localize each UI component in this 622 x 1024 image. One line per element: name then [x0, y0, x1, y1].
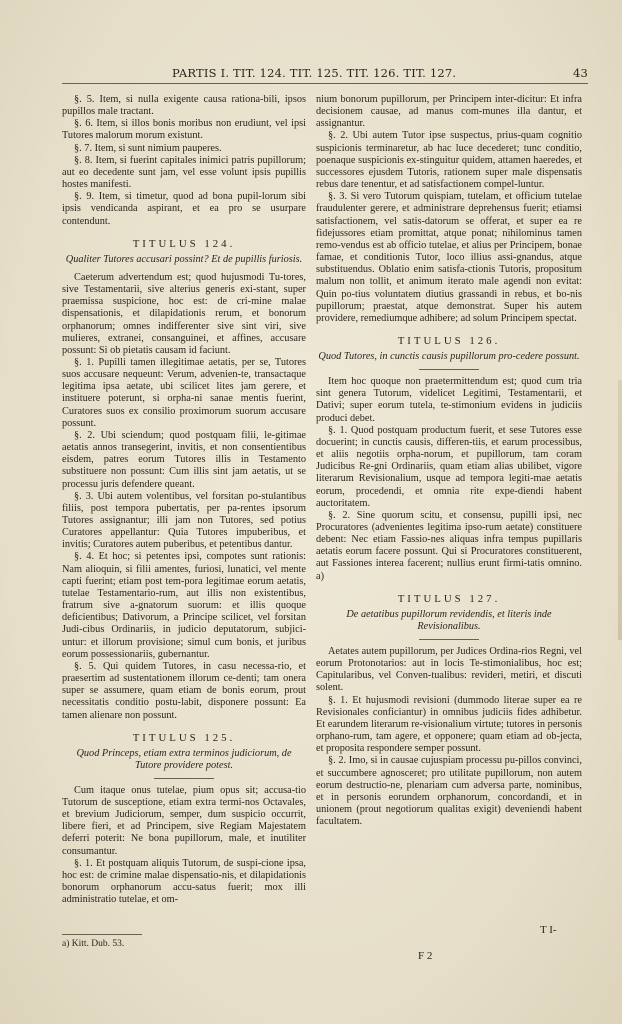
right-column	[316, 94, 582, 828]
paragraph: §. 4. Et hoc; si petentes ipsi, compotes sunt rationis: Nam alioquin, si filii amentes, furiosi, lunatici, vel mente capti fuerint; etiam post tem-pora legitimae eorum aetatis, tutelae Testamentario-rum, aut illis non existentibus, fratrum sive a-gnatorum suorum: et illis quoque deficientibus; Dativorum, a Principe scilicet, vel forsitan Judi-cibus Ordinariis, in judicio deputatorum, subjici-untur: et illorum provisione; simul cum bonis, et juribus eorum possessionariis, gubernantur.	[62, 551, 306, 660]
paragraph: §. 1. Quod postquam productum fuerit, et sese Tutores esse docuerint; in cunctis causis, differen-tiis, et earum processibus, et aliis negotiis orpha-norum, et pupillorum, tam coram Judicibus Re-gni Ordinariis, quam etiam alias ubilibet, vigore literarum Revisionalium, usque ad tempora legiti-mae aetatis eorum, procedendi, et omnia rite expe-diendi habent auctoritatem.	[316, 424, 582, 509]
paragraph: §. 2. Sine quorum scitu, et consensu, pupilli ipsi, nec Procuratores (advenientes legitima ipso-rum aetate) constituere debent: Nec etiam Fassio-nes aliquas infra tempus pupillaris aetatis eorum facere possunt. Qui si Procuratores constituerent, aut Fassiones interea facerent; nullius erunt firmi-tatis omnino. a)	[316, 509, 582, 582]
paragraph: Aetates autem pupillorum, per Judices Ordina-rios Regni, vel eorum Protonotarios: aut in locis Te-stimonialibus, hoc est; Capitularibus, vel Conven-tualibus: revideri, metiri, et discuti solent.	[316, 645, 582, 694]
page-edge-shadow	[618, 380, 622, 640]
title-heading: TITULUS 124.	[132, 237, 236, 250]
paragraph: §. 6. Item, si illos bonis moribus non erudiunt, vel ipsi Tutores malorum morum existunt.	[62, 118, 306, 142]
paragraph: §. 2. Ubi autem Tutor ipse suspectus, prius-quam cognitio suspicionis terminaretur, ab hac luce decederet; tunc conditio, poenaque suspicionis ex-stinguitur quidem, attamen haeredes, et successores ejusdem Tutoris, rationem super male dispensatis rebus dare tenentur, et ad satisfactionem compel-luntur.	[316, 130, 582, 191]
divider	[419, 369, 479, 370]
paragraph: Cum itaque onus tutelae, pium opus sit; accusa-tio Tutorum de susceptione, etiam extra termi-nos Octavales, et brevium Judiciorum, semper, dum suspicio occurrit, libere fieri, et ad Principem, sive Regiam Majestatem deferri poterit: Ne bona pupillorum, male, et inutiliter consumantur.	[62, 784, 306, 857]
running-head: PARTIS I. TIT. 124. TIT. 125. TIT. 126. TIT. 127.	[172, 66, 457, 80]
title-subheading: Quod Tutores, in cunctis causis pupillorum pro-cedere possunt.	[318, 351, 580, 363]
paragraph: §. 9. Item, si timetur, quod ad bona pupil-lorum sibi ipsis vendicanda aspirant, et ea pro se usurpare contendunt.	[62, 191, 306, 227]
divider	[419, 639, 479, 640]
footnote	[62, 934, 312, 949]
paragraph: §. 1. Et postquam aliquis Tutorum, de suspi-cione ipsa, hoc est: de crimine malae dispensatio-nis, et dilapidationis bonorum orphanorum accu-satus fuerit; mox illi administratio tutelae, et om-	[62, 857, 306, 906]
title-subheading: Qualiter Tutores accusari possint? Et de pupillis furiosis.	[65, 253, 303, 265]
title-subheading: De aetatibus pupillorum revidendis, et literis inde Revisionalibus.	[346, 608, 552, 632]
header-rule	[62, 83, 588, 84]
paragraph: §. 1. Pupilli tamen illegitimae aetatis, per se, Tutores suos accusare nequeunt: Verum, advenien-te, transactaque legitima ipsa aetate, ubi scilicet lites jam gerere, et instituere poterunt, si orpha-ni sanae mentis fuerint, Curatores suos ex consilio proximorum suorum accusare possunt.	[62, 356, 306, 429]
page-number: 43	[572, 66, 588, 80]
title-heading: TITULUS 127.	[397, 592, 501, 605]
paragraph: §. 5. Item, si nulla exigente causa rationa-bili, ipsos pupillos male tractant.	[62, 94, 306, 118]
paragraph: Caeterum advertendum est; quod hujusmodi Tu-tores, sive Testamentarii, sive alterius generis exi-stant, super praemissa suspicione, hoc est: de cri-mine malae dispensationis, et dilapidationis rerum, et bonorum orphanorum; omnes indifferenter sive sint viri, sive mulieres, extranei, consanguinei, et affines, accusare possunt: Si ob pietatis causam id faciunt.	[62, 271, 306, 356]
paragraph: nium bonorum pupillorum, per Principem inter-dicitur: Et infra decisionem causae, ad manus com-munes illa dantur, et assignantur.	[316, 94, 582, 130]
paragraph: §. 3. Ubi autem volentibus, vel forsitan po-stulantibus filiis, post tempora pubertatis, per pa-rentes ipsorum Tutores assignantur; illi jam non Tutores, sed potius Curatores appellantur: Quia Tutores impuberibus, et invitis; Curatores autem puberibus, et petentibus dantur.	[62, 490, 306, 551]
signature-mark: F 2	[418, 950, 433, 962]
title-subheading: Quod Princeps, etiam extra terminos judiciorum, de Tutore providere potest.	[76, 747, 292, 771]
paragraph: §. 1. Et hujusmodi revisioni (dummodo literae super ea re Revisionales conficiantur) in omnibus judiciis fides adhibetur. Et earundem literarum re-visionalium virtute; tutores in personis orphano-rum, tam agere, et opponere; quam etiam ad ob-jecta, et proposita respondere semper possunt.	[316, 694, 582, 755]
divider	[154, 778, 214, 779]
title-heading: TITULUS 126.	[397, 334, 501, 347]
page-header	[62, 66, 588, 82]
paragraph: §. 3. Si vero Tutorum quispiam, tutelam, et officium tutelae fraudulenter gerere, et administrare deprehensus fuerit; etiamsi satisfactionem, vel satis-datorum se offerat, et super ea re fidejussores etiam promittat, atque ponat; nihilominus tamen remo-vendus est ab officio tutelae, et alius per Principem, bonae famae, et conditionis Tutor, loco illius assi-gnandus, atque substituendus. Oblatio enim satisfa-ctionis Tutoris, propositum malum non tollit, et animum iterato male agendi non evitat: Quin po-tius voluntatem diutius grassandi in rebus, et bo-nis pupillorum; praestat, atque demonstrat. Super his autem providere, remediumque adhibere; ad solum Principem spectat.	[316, 191, 582, 324]
title-heading: TITULUS 125.	[132, 731, 236, 744]
paragraph: §. 5. Qui quidem Tutores, in casu necessa-rio, et praesertim ad sustentationem illorum ce-denti; tam onera super se assumere, quam etiam de bonis eorum, prout necessitatis conditio postu-labit, disponere possunt: Ea tamen alienare non possunt.	[62, 660, 306, 721]
paragraph: Item hoc quoque non praetermittendum est; quod cum tria sint genera Tutorum, videlicet Legitimi, Testamentarii, et Dativi; super eorum tutela, te-stimonium evidens in judiciis produci debet.	[316, 376, 582, 424]
left-column	[62, 94, 306, 906]
catchword: T I-	[540, 924, 557, 936]
paragraph: §. 2. Ubi sciendum; quod postquam filii, le-gitimae aetatis annos transegerint, invitis, et non consentientibus eisdem, patres eorum Tutores illis in Testamento substituere non possunt: Cum illis sint jam aetatis, ut se processu juris defendere queant.	[62, 429, 306, 490]
footnote-text: a) Kitt. Dub. 53.	[62, 939, 125, 949]
paragraph: §. 7. Item, si sunt nimium pauperes.	[74, 142, 222, 154]
paragraph: §. 2. Imo, si in causae cujuspiam processu pu-pillos convinci, et succumbere agnosceret; pro utilitate pupillorum, non autem eorum destructio-ne, plenariam cum adversa parte, nominibus, et in personis eorundem orphanorum, concordandi, et in unionem (prout negotiorum qualitas exigit) deveniendi habent facultatem.	[316, 755, 582, 828]
paragraph: §. 8. Item, si fuerint capitales inimici patris pupillorum; aut eo decedente sunt jam, vel esse volunt ipsis pupillis hostes manifesti.	[62, 154, 306, 191]
footnote-rule	[62, 934, 142, 935]
